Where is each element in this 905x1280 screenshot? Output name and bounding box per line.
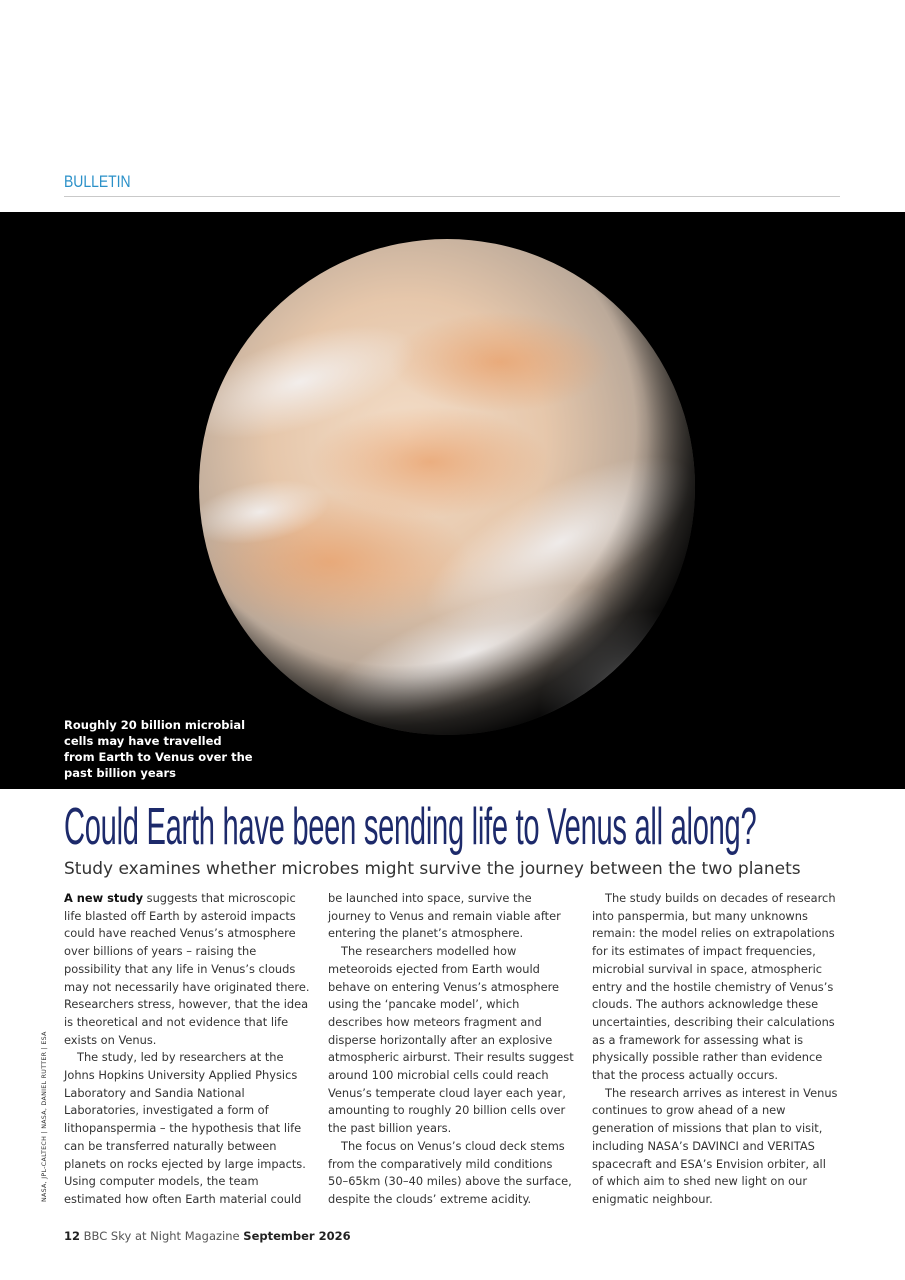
issue-date: September 2026 [243,1229,351,1243]
magazine-name: BBC Sky at Night Magazine [83,1229,240,1243]
paragraph: The focus on Venus’s cloud deck stems from the comparatively mild conditions 50–65km (30–40 miles) above the surface, despite the clouds’ extreme acidity. [328,1138,572,1206]
page-number: 12 [64,1229,81,1243]
article-column-2 [328,890,576,1209]
paragraph: be launched into space, survive the journey to Venus and remain viable after entering the planet’s atmosphere. [328,891,561,941]
paragraph: The researchers modelled how meteoroids ejected from Earth would behave on entering Venus’s atmosphere using the ‘pancake model’, which describes how meteors fragment and disperse horizontally after an explosive atmospheric airburst. Their results suggest around 100 microbial cells could reach Venus’s temperate cloud layer each year, amounting to roughly 20 billion cells over the past billion years. [328,944,574,1136]
image-credit: NASA, JPL-CALTECH | NASA, DANIEL RUTTER | ESA [41,1031,48,1202]
section-label: BULLETIN [64,172,131,191]
paragraph: The study, led by researchers at the Johns Hopkins University Applied Physics Laboratory and Sandia National Laboratories, investigated a form of lithopanspermia – the hypothesis that life can be transferred naturally between planets on rocks ejected by large impacts. Using computer models, the team estimated how often Earth material could [64,1050,306,1206]
image-caption: Roughly 20 billion microbial cells may have travelled from Earth to Venus over the past billion years [64,718,253,780]
article-headline: Could Earth have been sending life to Venus all along? [64,798,757,856]
page-footer [64,1229,351,1243]
lead-in: A new study [64,891,144,905]
section-divider [64,196,840,197]
hero-image [0,212,905,789]
article-column-3 [592,890,840,1209]
paragraph [64,890,312,1049]
article-standfirst: Study examines whether microbes might survive the journey between the two planets [64,859,801,879]
venus-planet-image [0,212,905,789]
paragraph: The study builds on decades of research into panspermia, but many unknowns remain: the model relies on extrapolations for its estimates of impact frequencies, microbial survival in space, atmospheric entry and the hostile chemistry of Venus’s clouds. The authors acknowledge these uncertainties, describing their calculations as a framework for assessing what is physically possible rather than evidence that the process actually occurs. [592,891,836,1083]
paragraph: The research arrives as interest in Venus continues to grow ahead of a new generation of missions that plan to visit, including NASA’s DAVINCI and VERITAS spacecraft and ESA’s Envision orbiter, all of which aim to shed new light on our enigmatic neighbour. [592,1085,838,1206]
article-column-1 [64,890,312,1209]
paragraph-text: suggests that microscopic life blasted off Earth by asteroid impacts could have reached Venus’s atmosphere over billions of years – raising the possibility that any life in Venus’s clouds may not necessarily have originated there. Researchers stress, however, that the idea is theoretical and not evidence that life exists on Venus. [64,891,310,1047]
